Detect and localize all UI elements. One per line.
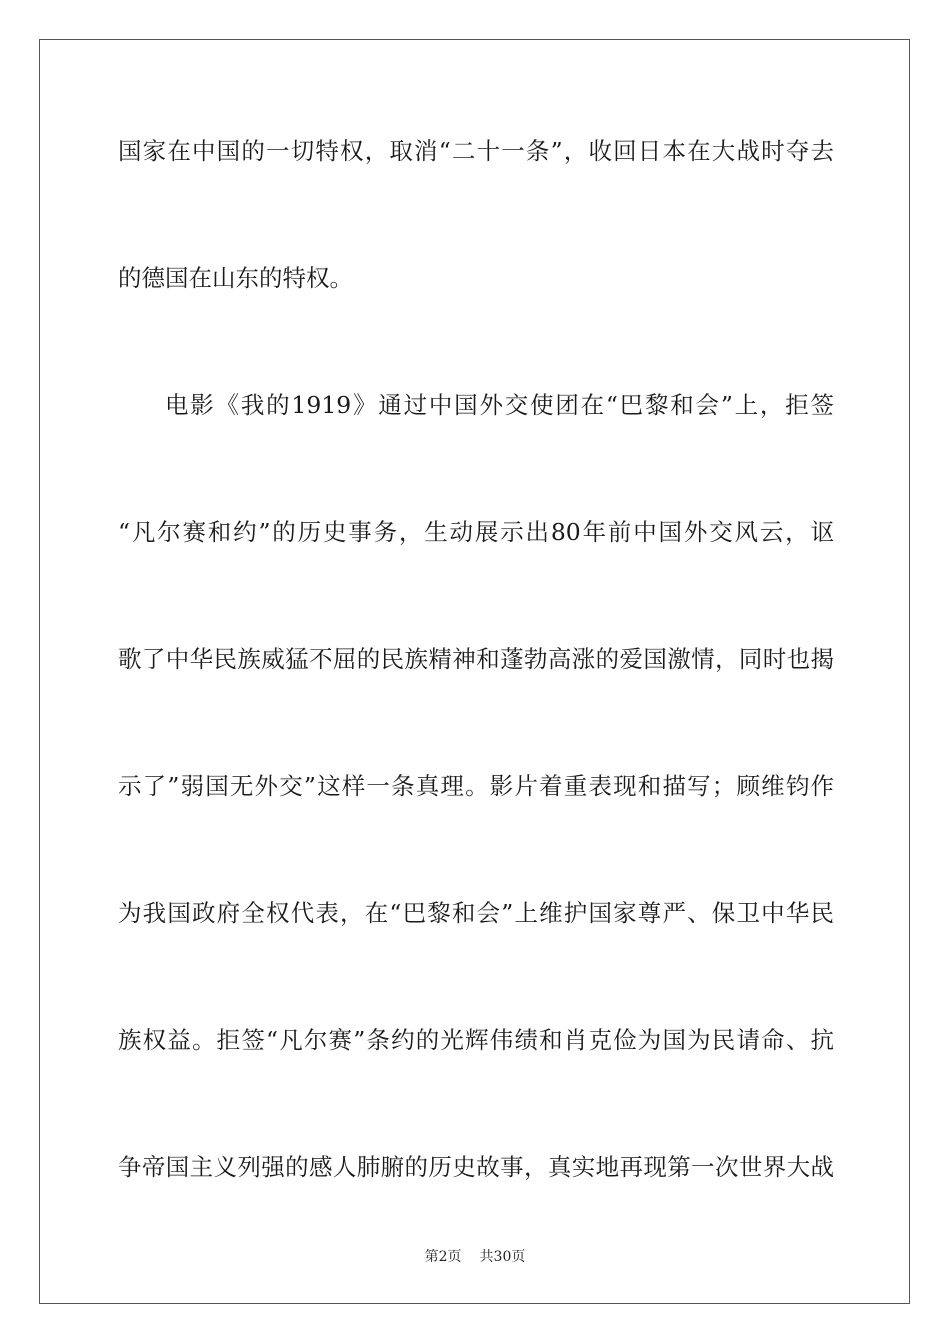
text-line: 电影《我的1919》通过中国外交使团在“巴黎和会”上，拒签 (165, 391, 834, 419)
text-line: 争帝国主义列强的感人肺腑的历史故事，真实地再现第一次世界大战 (118, 1153, 834, 1181)
text-line: 歌了中华民族威猛不屈的民族精神和蓬勃高涨的爱国激情，同时也揭 (118, 645, 834, 673)
text-line: 为我国政府全权代表，在“巴黎和会”上维护国家尊严、保卫中华民 (118, 899, 834, 927)
text-line: 示了”弱国无外交”这样一条真理。影片着重表现和描写；顾维钧作 (118, 772, 834, 800)
page-footer (0, 1246, 950, 1266)
text-line: “凡尔赛和约”的历史事务，生动展示出80年前中国外交风云，讴 (118, 518, 834, 546)
page-total: 共30页 (479, 1249, 526, 1265)
page-number: 第2页 (424, 1249, 462, 1265)
text-line: 国家在中国的一切特权，取消“二十一条”，收回日本在大战时夺去 (118, 137, 834, 165)
text-line: 的德国在山东的特权。 (118, 264, 353, 292)
text-line: 族权益。拒签“凡尔赛”条约的光辉伟绩和肖克俭为国为民请命、抗 (118, 1026, 834, 1054)
